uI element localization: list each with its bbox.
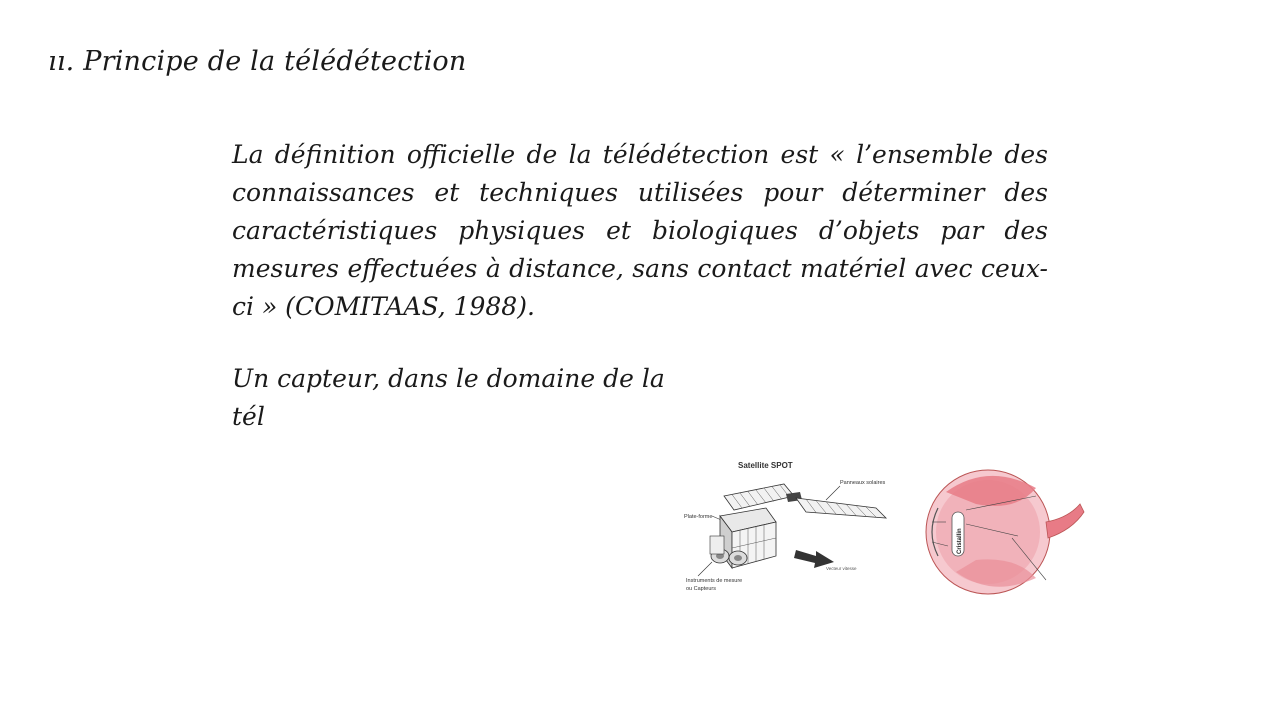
capteur-paragraph: Un capteur, dans le domaine de la tél [232, 364, 665, 431]
sensor-comparison-figure [676, 452, 1090, 610]
solar-panel-right [796, 498, 886, 518]
direction-label: Vecteur vitesse [826, 566, 857, 571]
instruments-label-line1: Instruments de mesure [686, 578, 743, 584]
figure-svg [676, 452, 1090, 610]
platform-label: Plate-forme [684, 514, 713, 520]
instruments-label-line2: ou Capteurs [686, 586, 716, 592]
slide-title: ıı. Principe de la télédétection [48, 46, 467, 77]
panels-leader-line [826, 486, 840, 500]
satellite-title: Satellite SPOT [738, 461, 793, 470]
lens-label: Cristallin [957, 528, 963, 554]
optic-nerve [1046, 504, 1084, 538]
solar-panel-left [724, 484, 794, 510]
satellite-illustration [684, 461, 886, 592]
eye-illustration [926, 470, 1084, 594]
instruments-leader-line [698, 562, 712, 576]
definition-paragraph: La définition officielle de la télédétection est « l’ensemble des connaissances et techniques utilisées pour déterminer des caractéristiques physiques et biologiques d’objets par des mesures effectuées à distance, sans contact matériel avec ceux-ci » (COMITAAS, 1988). [232, 140, 1048, 321]
panels-label: Panneaux solaires [840, 480, 886, 486]
